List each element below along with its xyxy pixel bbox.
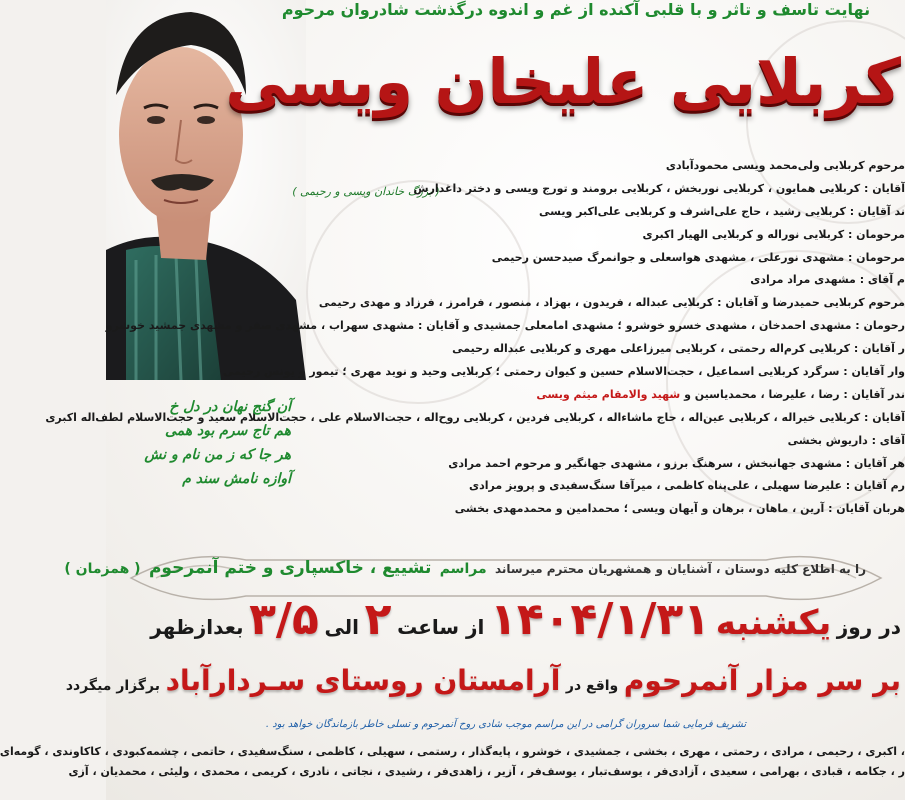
ceremony-date: ۱۴۰۴/۱/۳۱ [489, 594, 711, 645]
grave-location: بر سر مزار آنمرحوم [623, 664, 901, 697]
poem-line: هر جا که ز من نام و نش [144, 447, 291, 463]
intro-line: نهایت تاسف و تاثر و با قلبی آکنده از غم و اندوه درگذشت شادروان مرحوم [281, 0, 871, 19]
announcement-text: را به اطلاع کلیه دوستان ، آشنایان و همشهریان محترم میرساند [494, 562, 866, 576]
ceremony-date-time [106, 590, 901, 650]
list-item: آقایان : کربلایی خیراله ، کربلایی عین‌اله ، حاج ماشاءاله ، کربلایی فردین ، کربلایی روح‌اله ، حجت‌الاسلام علی ، حجت‌الاسلام سعید و حجت‌الاسلام لطف‌اله اکبری [45, 410, 905, 424]
time-to-label: الی [324, 615, 360, 639]
held-label: برگزار میگردد [65, 678, 160, 694]
poem-line: آن گنج نهان در دل خ [169, 399, 291, 415]
list-item: رحومان : مشهدی احمدخان ، مشهدی خسرو خوشرو ؛ مشهدی امامعلی جمشیدی و آقایان : مشهدی سهراب ، مشهدی صفر و مشهدی جمشید خوشرو [105, 319, 905, 333]
thanks-note: تشریف فرمایی شما سروران گرامی در این مراسم موجب شادی روح آنمرحوم و تسلی خاطر بازماندگان خواهد بود . [265, 719, 747, 730]
list-item: مرحوم کربلایی حمیدرضا و آقایان : کربلایی عبداله ، فریدون ، بهزاد ، منصور ، فرامرز ، فرزاد و مهدی رحیمی [318, 296, 905, 310]
list-item: ر ، جکامه ، قبادی ، بهرامی ، سعیدی ، آزادی‌فر ، یوسف‌تبار ، یوسف‌فر ، آزیر ، زاهدی‌فر ، رشیدی ، نجاتی ، نادری ، کریمی ، محمدی ، ولیئی ، محمدیان ، آزی [68, 765, 905, 778]
list-item: ر آقایان : کربلایی کرم‌اله رحمتی ، کربلایی میرزاعلی مهری و کربلایی عبداله رحیمی [452, 342, 905, 356]
martyr-name: شهید والامقام میثم ویسی [536, 387, 681, 401]
ceremony-type: تشییع ، خاکسپاری و ختم آنمرحوم [148, 558, 432, 578]
family-elder-subtitle: ( بزرگ خاندان ویسی و رحیمی ) [292, 185, 440, 198]
time-from-label: از ساعت [397, 615, 485, 639]
ceremony-location [65, 652, 901, 710]
list-item: مرحوم کربلایی ولی‌محمد ویسی محمودآبادی [665, 159, 905, 172]
list-item: ند آقایان : کربلایی رشید ، حاج علی‌اشرف و کربلایی علی‌اکبر ویسی [539, 204, 905, 218]
poem-line: آوازه نامش سند م [182, 471, 291, 487]
end-time: ۳/۵ [249, 594, 319, 645]
afternoon-label: بعدازظهر [150, 615, 244, 639]
memorial-poem [106, 395, 291, 491]
list-item: هربان آقایان : آرین ، ماهان ، برهان و آیهان ویسی ؛ محمدامین و محمدمهدی بخشی [454, 502, 905, 516]
list-item: رم آقایان : علیرضا سهیلی ، علی‌پناه کاظمی ، میرآقا سنگ‌سفیدی و پرویز مرادی [469, 479, 905, 493]
ceremony-announcement [64, 558, 866, 578]
list-item: م آقای : مشهدی مراد مرادی [750, 273, 905, 287]
list-item: آقای : داریوش بخشی [787, 433, 905, 447]
family-names-list [0, 742, 905, 782]
list-item: وار آقایان : سرگرد کربلایی اسماعیل ، حجت‌الاسلام حسین و کیوان رحمتی ؛ کربلایی وحید و نوید مهری ؛ تیمور و یونس رحیمی [223, 365, 905, 379]
located-at-label: واقع در [565, 678, 619, 694]
list-item: مرحومان : کربلایی نوراله و کربلایی الهیار اکبری [642, 227, 905, 241]
start-time: ۲ [364, 594, 392, 645]
simultaneous-note: ( همزمان ) [64, 561, 141, 577]
date-prefix: در روز [836, 615, 901, 639]
cemetery-name: آرامستان روستای سـردارآباد [165, 664, 561, 697]
poem-line: هم تاج سرم بود همی [164, 423, 291, 439]
list-item: ندر آقایان : رضا ، علیرضا ، محمدیاسین و شهید والامقام میثم ویسی [536, 387, 905, 401]
ceremony-word: مراسم [439, 561, 487, 577]
list-item: هر آقایان : مشهدی جهانبخش ، سرهنگ برزو ، مشهدی جهانگیر و مرحوم احمد مرادی [448, 456, 905, 470]
list-item: مرحومان : مشهدی نورعلی ، مشهدی هواسعلی و جوانمرگ صیدحسن رحیمی [491, 250, 905, 264]
list-item: آقایان : کربلایی همایون ، کربلایی نوربخش ، کربلایی برومند و تورج ویسی و دختر داغدارش [413, 181, 905, 195]
list-item: ، اکبری ، رحیمی ، مرادی ، رحمتی ، مهری ، بخشی ، جمشیدی ، خوشرو ، پایه‌گذار ، رستمی ، سهیلی ، کاظمی ، سنگ‌سفیدی ، حاتمی ، چشمه‌کبودی ، کاکاوندی ، گومه‌ای [0, 745, 905, 758]
deceased-name-headline: کربلایی علیخان ویسی [225, 45, 901, 118]
ceremony-day: یکشنبه [715, 603, 832, 643]
